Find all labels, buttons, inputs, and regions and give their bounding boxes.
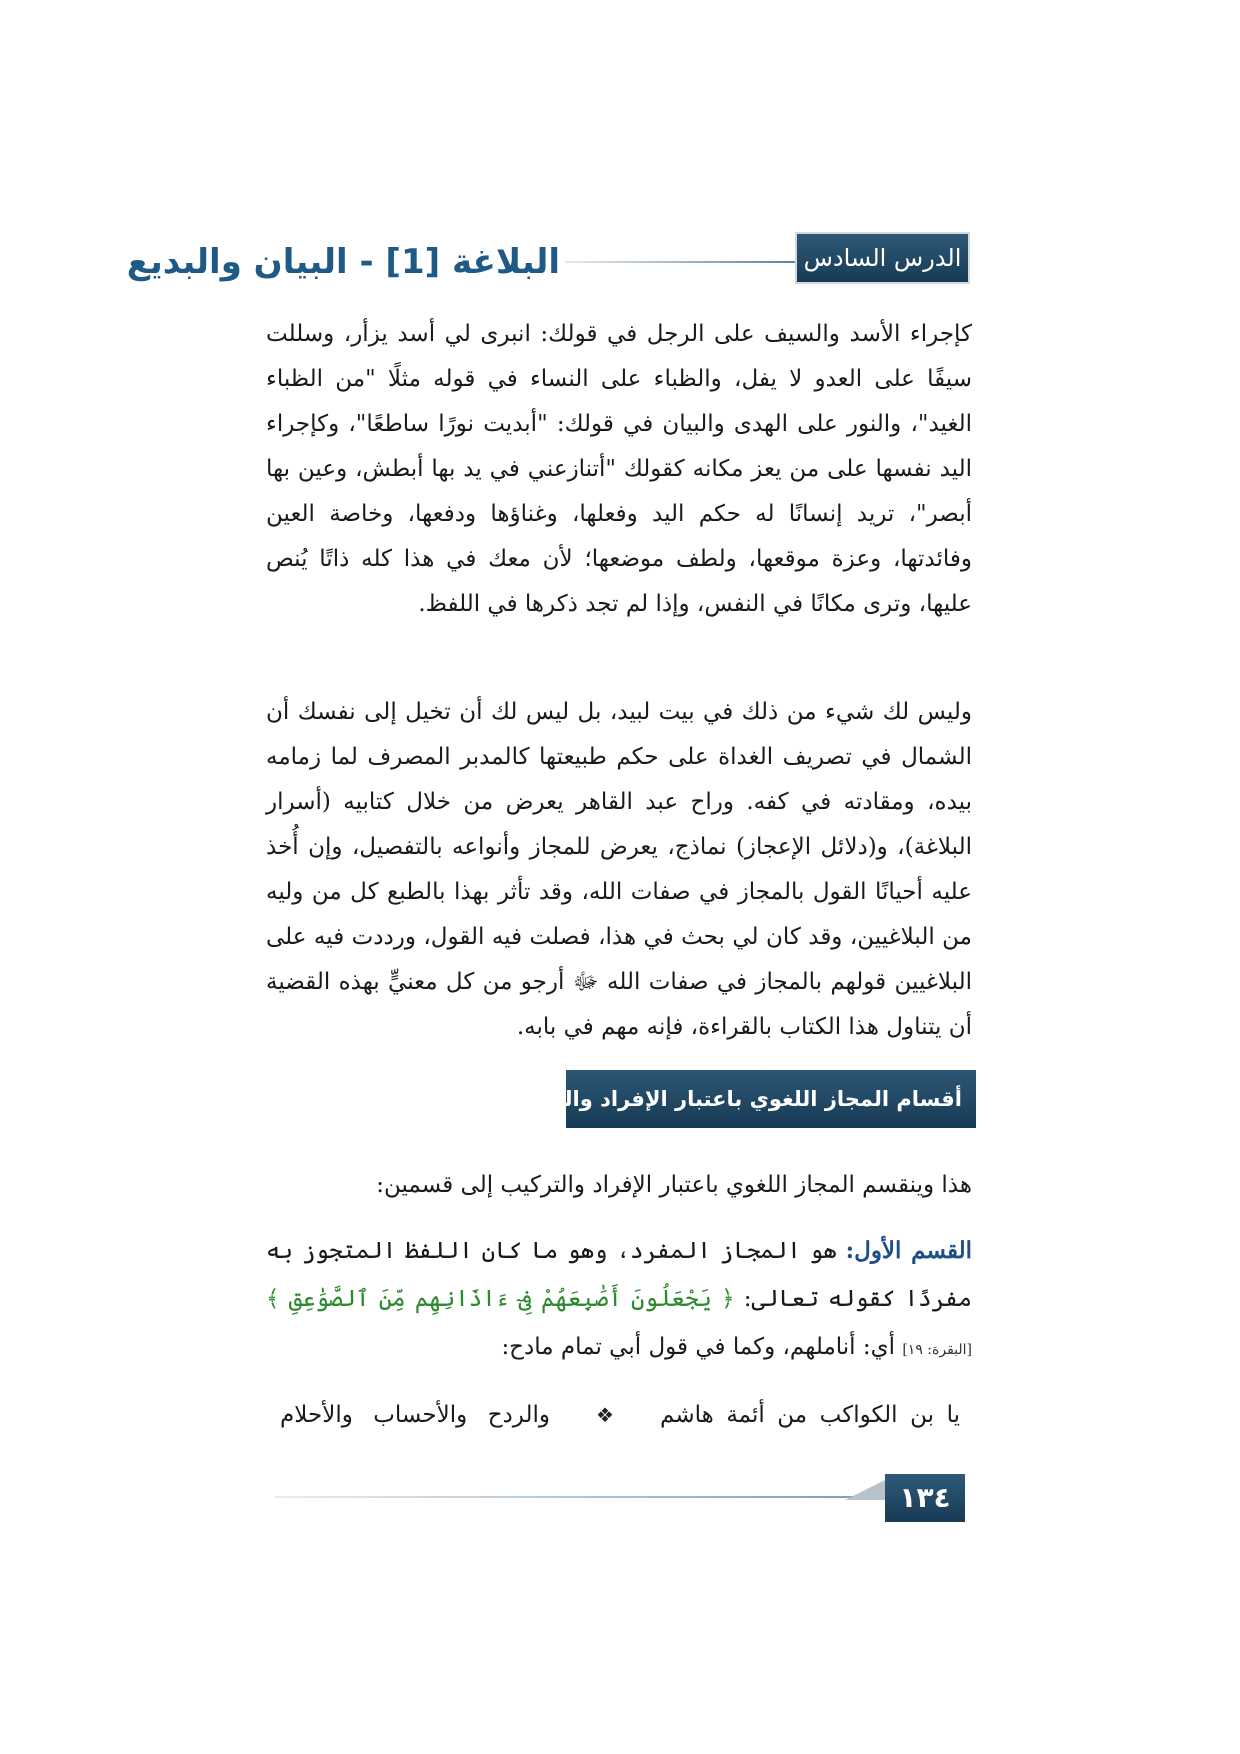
first-category-text: هو المجاز المفرد، وهو ما كان اللفظ المتجوز به مفردًا كقوله تعالى: — [266, 1238, 972, 1312]
paragraph-2: وليس لك شيء من ذلك في بيت لبيد، بل ليس لك أن تخيل إلى نفسك أن الشمال في تصريف الغداة على حكم طبيعتها كالمدبر المصرف لما زمامه بيده، ومقادته في كفه. وراح عبد القاهر يعرض من خلال كتابيه (أسرار البلاغة)، و(دلائل الإعجاز) نماذج، يعرض للمجاز وأنواعه بالتفصيل، وإن أُخذ عليه أحيانًا القول بالمجاز في صفات الله، وقد تأثر بهذا بالطبع كل من وليه من البلاغيين، وقد كان لي بحث في هذا، فصلت فيه القول، ورددت فيه على البلاغيين قولهم بالمجاز في صفات الله ﷻ أرجو من كل معنيٍّ بهذه القضية أن يتناول هذا الكتاب بالقراءة، فإنه مهم في بابه. — [266, 699, 972, 1040]
quran-reference: [البقرة: ١٩] — [902, 1342, 972, 1358]
verse-word: الكواكب — [819, 1402, 898, 1428]
verse-word: والردح — [487, 1402, 550, 1428]
first-category-label: القسم الأول: — [845, 1237, 972, 1264]
footer-divider — [275, 1496, 885, 1498]
verse-first-hemistich — [660, 1395, 960, 1435]
after-quran-text: أي: أناملهم، وكما في قول أبي تمام مادح: — [501, 1334, 903, 1360]
verse-word: والأحلام — [280, 1402, 353, 1428]
verse-word: يا — [946, 1402, 960, 1428]
quran-verse: ﴿ يَجْعَلُونَ أَصَٰبِعَهُمْ فِىٓ ءَاذَانِهِم مِّنَ ٱلصَّوَٰعِقِ ﴾ — [266, 1286, 735, 1312]
section-heading: أقسام المجاز اللغوي باعتبار الإفراد والتركيب — [566, 1070, 976, 1128]
paragraph-1: كإجراء الأسد والسيف على الرجل في قولك: انبرى لي أسد يزأر، وسللت سيفًا على العدو لا يفل، والظباء على النساء في قوله مثلًا "من الظباء الغيد"، والنور على الهدى والبيان في قولك: "أبديت نورًا ساطعًا"، وكإجراء اليد نفسها على من يعز مكانه كقولك "أتنازعني في يد بها أبطش، وعين بها أبصر"، تريد إنسانًا له حكم اليد وفعلها، وغناؤها ودفعها، وخاصة العين وفائدتها، وعزة موقعها، ولطف موضعها؛ لأن معك في هذا كله ذاتًا يُنص عليها، وترى مكانًا في النفس، وإذا لم تجد ذكرها في اللفظ. — [266, 321, 972, 617]
first-category-definition — [266, 1227, 972, 1374]
page-title: البلاغة [1] - البيان والبديع — [126, 242, 560, 282]
page-number: ١٣٤ — [885, 1474, 965, 1522]
verse-word: من — [777, 1402, 808, 1428]
verse-word: هاشم — [660, 1402, 714, 1428]
verse-word: أئمة — [726, 1402, 765, 1428]
verse-second-hemistich — [280, 1395, 550, 1435]
verse-separator-icon: ❖ — [596, 1403, 614, 1427]
lesson-label: الدرس السادس — [803, 244, 962, 272]
footer-triangle-decoration — [845, 1480, 885, 1500]
verse-word: بن — [910, 1402, 935, 1428]
verse-word: والأحساب — [373, 1402, 468, 1428]
lesson-label-box — [795, 232, 970, 284]
header-divider — [565, 261, 795, 263]
poetry-verse — [280, 1395, 960, 1435]
section-intro: هذا وينقسم المجاز اللغوي باعتبار الإفراد والتركيب إلى قسمين: — [376, 1172, 972, 1198]
